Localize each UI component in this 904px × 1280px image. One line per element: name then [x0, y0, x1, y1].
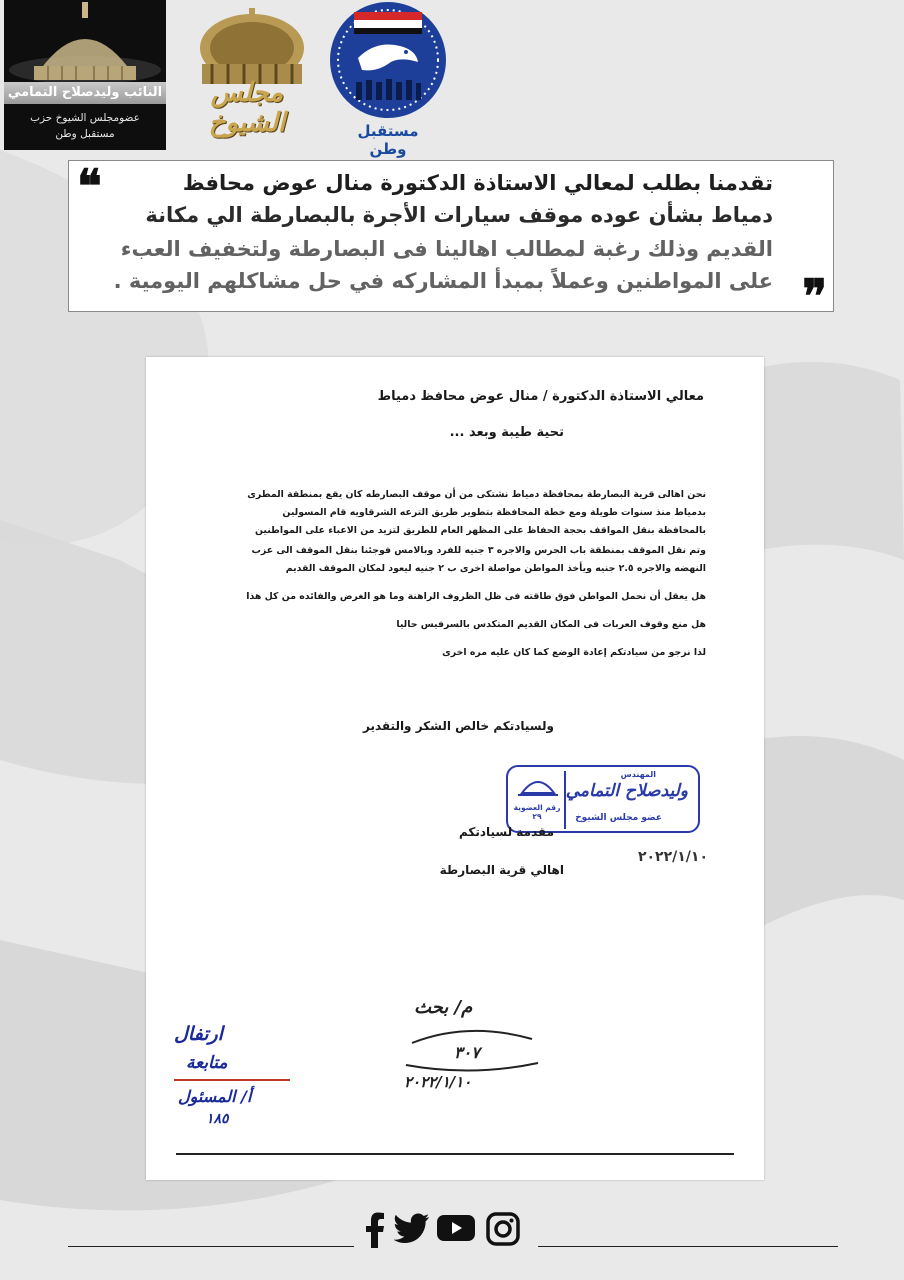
handwritten-date-center: ٢٠٢٢/١/١٠	[404, 1073, 472, 1091]
handwritten-number-center: ٣٠٧	[454, 1043, 480, 1062]
stamp-title: المهندس	[620, 770, 656, 779]
stamp-number-value: ٢٩	[532, 812, 542, 821]
letter-body-line: بالمحافظة بنقل المواقف بحجة الحفاظ على المظهر العام للطريق لتزيد من الاعباء على المواطنين	[254, 525, 706, 536]
senate-logo	[172, 4, 322, 144]
letter-body-line: هل يعقل أن نحمل المواطن فوق طاقته فى ظل الظروف الراهنة وما هو الغرض والفائده من كل هذا	[246, 591, 706, 602]
quote-line-2: دمياط بشأن عوده موقف سيارات الأجرة بالبصارطة الي مكانة	[145, 203, 773, 227]
letter-body-line: نحن اهالى قرية البصارطة بمحافظة دمياط نشتكى من أن موقف البصارطه كان يقع بمنطقة المطرى	[247, 489, 706, 500]
mp-title	[4, 110, 166, 142]
letter-closing: ولسيادتكم خالص الشكر والتقدير	[363, 719, 554, 733]
handwritten-note-left-3: أ/ المسئول	[178, 1087, 252, 1106]
parliament-dome-icon	[516, 773, 560, 799]
footer-divider-left	[68, 1246, 354, 1247]
facebook-icon[interactable]	[364, 1212, 386, 1248]
mp-logo	[4, 0, 166, 150]
letter-greeting: تحية طيبة وبعد ...	[449, 425, 564, 440]
twitter-icon[interactable]	[394, 1212, 430, 1244]
letter-bottom-rule	[176, 1153, 734, 1155]
handwritten-underline	[172, 1075, 292, 1085]
letter-body-line: النهضه والاجره ٢.٥ جنيه ويأخذ المواطن مواصلة اخرى ب ٢ جنيه ليعود لمكان الموقف القديم	[285, 563, 706, 574]
handwritten-note-center: م/ بحث	[414, 997, 473, 1018]
footer-divider-right	[538, 1246, 838, 1247]
mp-title-line2: مستقبل وطن	[55, 128, 115, 140]
quote-line-4: على المواطنين وعملاً بمبدأ المشاركه في حل مشاكلهم اليومية .	[113, 269, 773, 293]
letter-body-line: هل منع وقوف العربات فى المكان القديم المتكدس بالسرفيس حاليا	[396, 619, 706, 630]
letter-body-line: وتم نقل الموقف بمنطقة باب الحرس والاجره ٣ جنيه للفرد وبالامس فوجئنا بنقل الموقف الى عزب	[251, 545, 706, 556]
stamp-divider	[564, 771, 566, 829]
parliament-dome-icon	[4, 0, 166, 84]
senator-stamp	[506, 765, 700, 833]
stamp-date: ٢٠٢٢/١/١٠	[637, 849, 708, 865]
close-quote-icon: ❞	[802, 269, 827, 323]
stamp-name: وليدصلاح التمامي	[565, 781, 688, 801]
youtube-icon[interactable]	[436, 1212, 476, 1244]
letter-address: معالي الاستاذة الدكتورة / منال عوض محافظ دمياط	[377, 389, 704, 404]
letter-body-line: بدمياط منذ سنوات طويلة ومع خطة المحافظة بتطوير طريق الترعه الشرقاويه قام المسولين	[282, 507, 706, 518]
letter-from: اهالي قرية البصارطة	[439, 863, 564, 877]
mp-title-line1: عضومجلس الشيوخ حزب	[30, 112, 140, 124]
letter-document	[146, 357, 764, 1180]
party-logo	[328, 0, 448, 158]
stamp-number-label: رقم العضوية	[513, 803, 561, 812]
handwritten-note-left-2: متابعة	[186, 1053, 228, 1073]
quote-line-3: القديم وذلك رغبة لمطالب اهالينا فى البصارطة ولتخفيف العبء	[120, 237, 773, 261]
quote-line-1: تقدمنا بطلب لمعالي الاستاذة الدكتورة منال عوض محافظ	[182, 171, 773, 195]
handwritten-note-left-1: ارتفال	[174, 1023, 223, 1045]
letter-body-line: لذا نرجو من سيادتكم إعادة الوضع كما كان عليه مره اخرى	[442, 647, 706, 658]
party-name: مستقبل وطن	[357, 122, 419, 158]
instagram-icon[interactable]	[486, 1212, 520, 1246]
handwritten-number-left: ١٨٥	[206, 1111, 229, 1127]
open-quote-icon: ❝	[77, 159, 102, 213]
stamp-number	[512, 803, 562, 821]
mp-name: النائب وليدصلاح التمامي	[4, 82, 166, 104]
eagle-emblem-icon	[328, 0, 448, 122]
senate-logo-text: مجلس الشيوخ	[208, 78, 286, 138]
stamp-member: عضو مجلس الشيوخ	[575, 813, 662, 823]
quote-box	[68, 159, 834, 323]
letter-presented-to: مقدمة لسيادتكم	[458, 825, 554, 839]
